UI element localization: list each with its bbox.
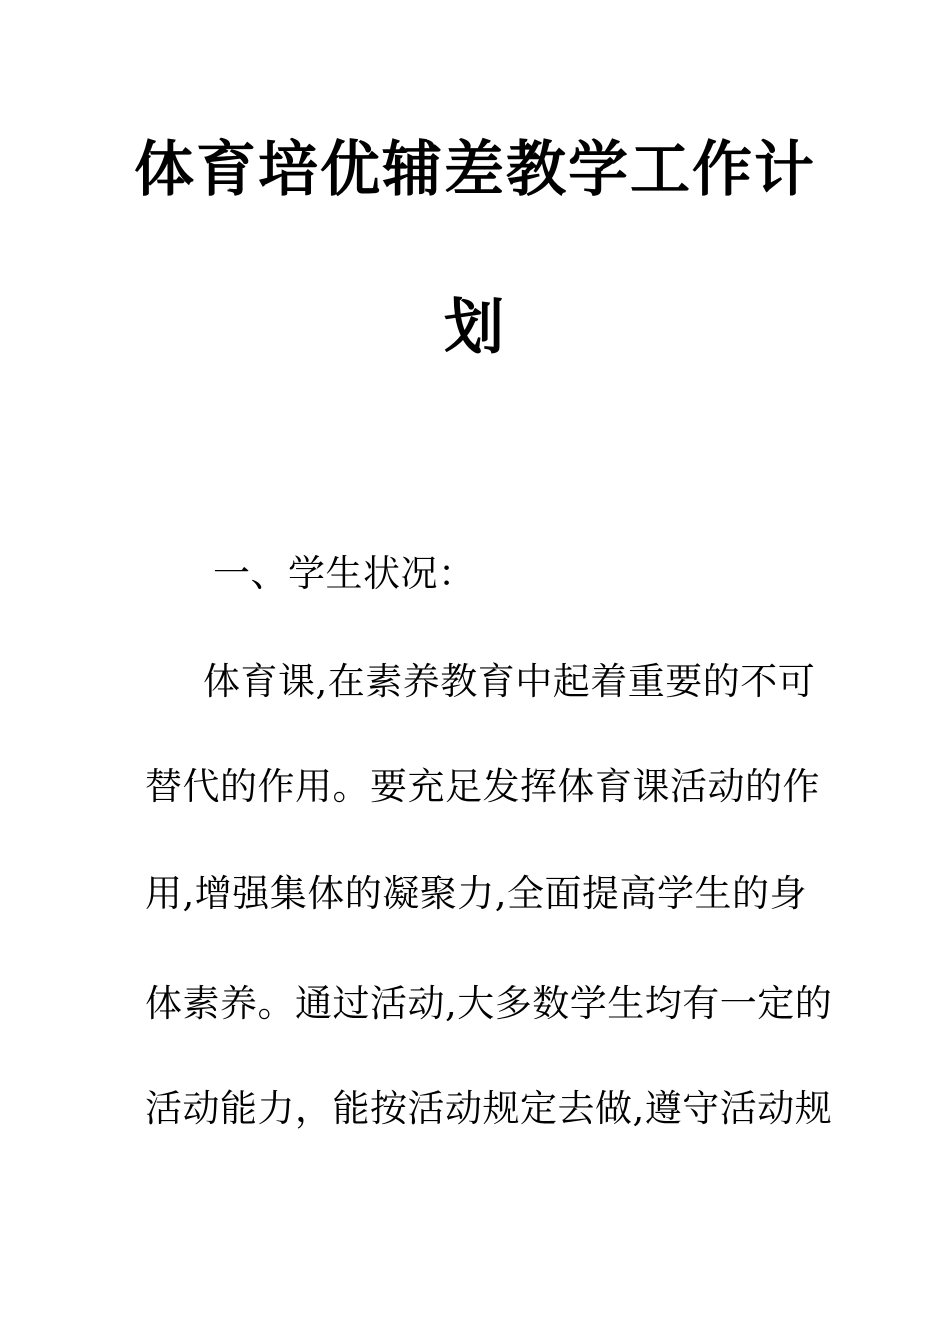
section-heading: 一、学生状况：	[213, 552, 476, 595]
paragraph-line: 体育课,在素养教育中起着重要的不可	[203, 660, 816, 703]
paragraph-line: 体素养。通过活动,大多数学生均有一定的	[145, 982, 833, 1025]
document-title-line-1: 体育培优辅差教学工作计	[134, 135, 816, 205]
paragraph-line: 替代的作用。要充足发挥体育课活动的作	[145, 765, 820, 808]
paragraph-line: 活动能力，能按活动规定去做,遵守活动规	[145, 1087, 833, 1130]
paragraph-line: 用,增强集体的凝聚力,全面提高学生的身	[145, 872, 808, 915]
document-title-line-2: 划	[444, 293, 506, 363]
